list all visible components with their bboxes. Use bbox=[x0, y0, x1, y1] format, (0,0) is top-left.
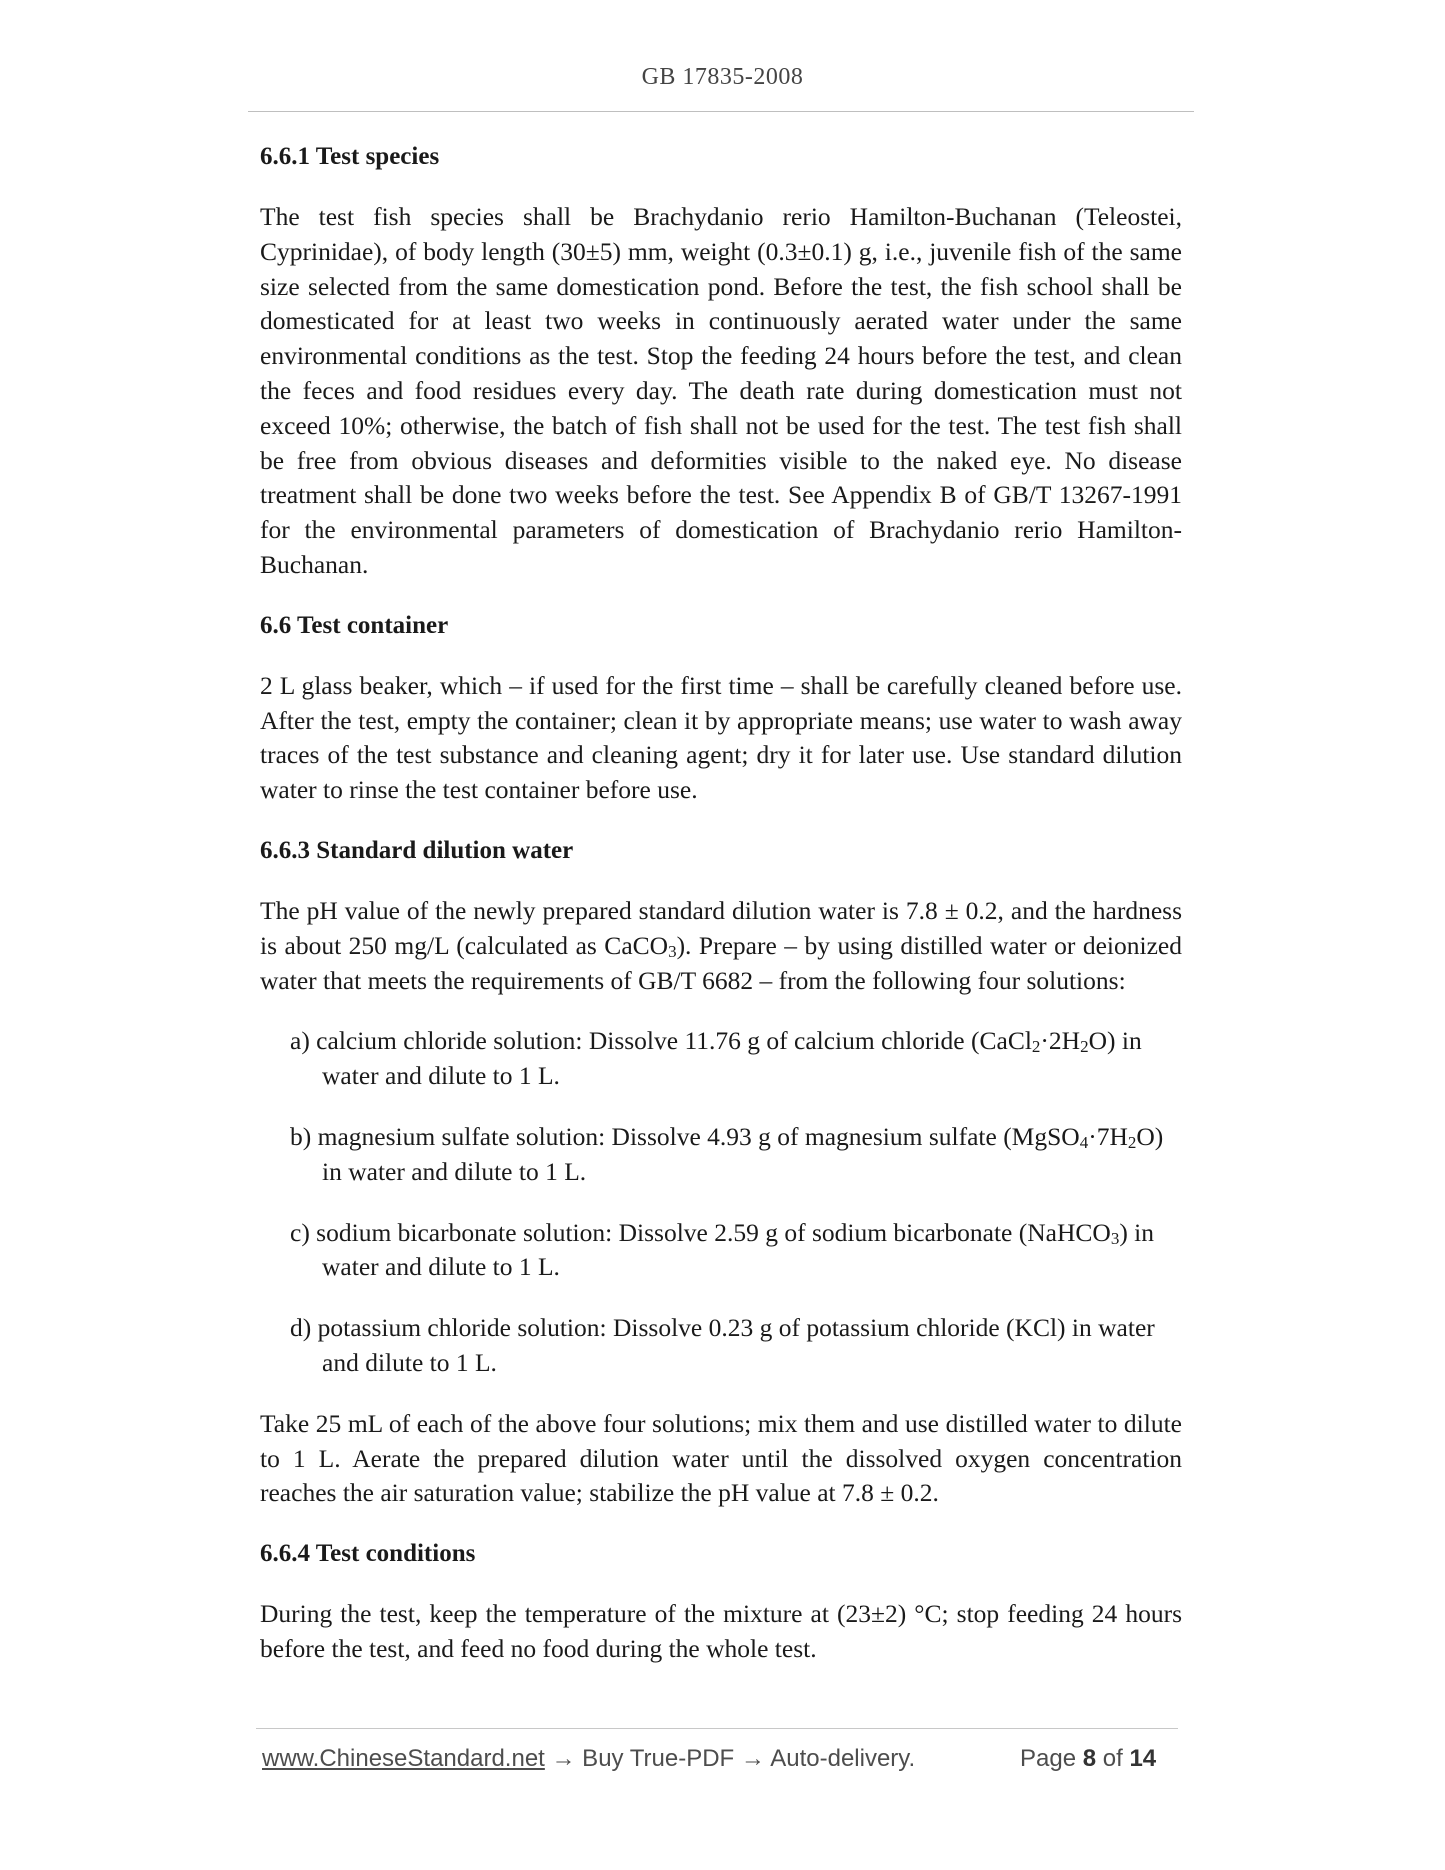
item-a-sub-2: 2 bbox=[1080, 1037, 1089, 1057]
solutions-list bbox=[260, 1024, 1182, 1380]
of-label: of bbox=[1102, 1745, 1123, 1772]
list-item-a bbox=[260, 1024, 1182, 1094]
list-item-b bbox=[260, 1120, 1182, 1190]
section-paragraph-664: During the test, keep the temperature of the mixture at (23±2) °C; stop feeding 24 hours before the test, and feed no food during the whole test. bbox=[260, 1599, 1182, 1663]
item-b-text-2: ·7H bbox=[1088, 1121, 1128, 1151]
section-heading-661: 6.6.1 Test species bbox=[260, 143, 440, 170]
page-total: 14 bbox=[1129, 1745, 1157, 1772]
section-heading-664: 6.6.4 Test conditions bbox=[260, 1540, 476, 1568]
item-b-sub-1: 4 bbox=[1079, 1132, 1089, 1152]
section-closing-663: Take 25 mL of each of the above four solutions; mix them and use distilled water to dilute to 1 L. Aerate the prepared dilution water until the dissolved oxygen concentration reaches the air saturation value; stabilize the pH value at 7.8 ± 0.2. bbox=[260, 1408, 1182, 1508]
header-divider bbox=[248, 111, 1194, 112]
page-indicator bbox=[1020, 1745, 1156, 1773]
item-b-sub-2: 2 bbox=[1127, 1132, 1137, 1152]
intro-text-a: The pH value of the newly prepared standard dilution water is 7.8 ± 0.2, and the hardness is about 250 mg/L (calculated as CaCO bbox=[260, 895, 1182, 960]
item-b-text-1: b) magnesium sulfate solution: Dissolve 4.93 g of magnesium sulfate (MgSO bbox=[290, 1121, 1080, 1151]
section-heading-663: 6.6.3 Standard dilution water bbox=[260, 836, 574, 864]
intro-subscript: 3 bbox=[668, 941, 677, 961]
item-a-sub-1: 2 bbox=[1031, 1037, 1041, 1057]
section-heading-66: 6.6 Test container bbox=[260, 611, 449, 639]
item-a-text-3: O) in water and dilute to 1 L. bbox=[322, 1026, 1142, 1091]
item-a-text-2: ·2H bbox=[1040, 1026, 1081, 1056]
section-paragraph-66: 2 L glass beaker, which – if used for the first time – shall be carefully cleaned before use. After the test, empty the container; clean it by appropriate means; use water to wash away traces of the test substance and cleaning agent; dry it for later use. Use standard dilution water to rinse the test container before use. bbox=[260, 670, 1182, 805]
item-c-text-1: c) sodium bicarbonate solution: Dissolve 2.59 g of sodium bicarbonate (NaHCO bbox=[290, 1217, 1111, 1247]
footer-divider bbox=[256, 1728, 1178, 1729]
item-d-text-1: d) potassium chloride solution: Dissolve 0.23 g of potassium chloride (KCl) in water and dilute to 1 L. bbox=[290, 1313, 1155, 1377]
item-c-text-2: ) in water and dilute to 1 L. bbox=[322, 1217, 1155, 1282]
footer-promo bbox=[262, 1745, 915, 1773]
footer-site-link[interactable]: www.ChineseStandard.net bbox=[262, 1745, 545, 1772]
intro-text-b: ). Prepare – by using distilled water or deionized water that meets the requirements of GB/T 6682 – from the following four solutions: bbox=[260, 930, 1182, 995]
section-intro-663 bbox=[260, 894, 1182, 998]
item-c-sub-1: 3 bbox=[1110, 1228, 1120, 1248]
item-a-text-1: a) calcium chloride solution: Dissolve 11.76 g of calcium chloride (CaCl bbox=[290, 1026, 1032, 1056]
page-number: 8 bbox=[1082, 1745, 1097, 1772]
document-header: GB 17835-2008 bbox=[641, 64, 804, 90]
section-paragraph-661: The test fish species shall be Brachydanio rerio Hamilton-Buchanan (Teleostei, Cyprinidae), of body length (30±5) mm, weight (0.3±0.1) g, i.e., juvenile fish of the same size selected from the same domestication pond. Before the test, the fish school shall be domesticated for at least two weeks in continuously aerated water under the same environmental conditions as the test. Stop the feeding 24 hours before the test, and clean the feces and food residues every day. The death rate during domestication must not exceed 10%; otherwise, the batch of fish shall not be used for the test. The test fish shall be free from obvious diseases and deformities visible to the naked eye. No disease treatment shall be done two weeks before the test. See Appendix B of GB/T 13267-1991 for the environmental parameters of domestication of Brachydanio rerio Hamilton-Buchanan. bbox=[260, 202, 1182, 579]
page-body bbox=[260, 140, 1182, 1693]
item-b-text-3: O) in water and dilute to 1 L. bbox=[322, 1121, 1164, 1186]
page-label: Page bbox=[1020, 1745, 1077, 1772]
list-item-d bbox=[260, 1311, 1182, 1381]
list-item-c bbox=[260, 1216, 1182, 1286]
footer-promo-text: → Buy True-PDF → Auto-delivery. bbox=[544, 1745, 916, 1772]
